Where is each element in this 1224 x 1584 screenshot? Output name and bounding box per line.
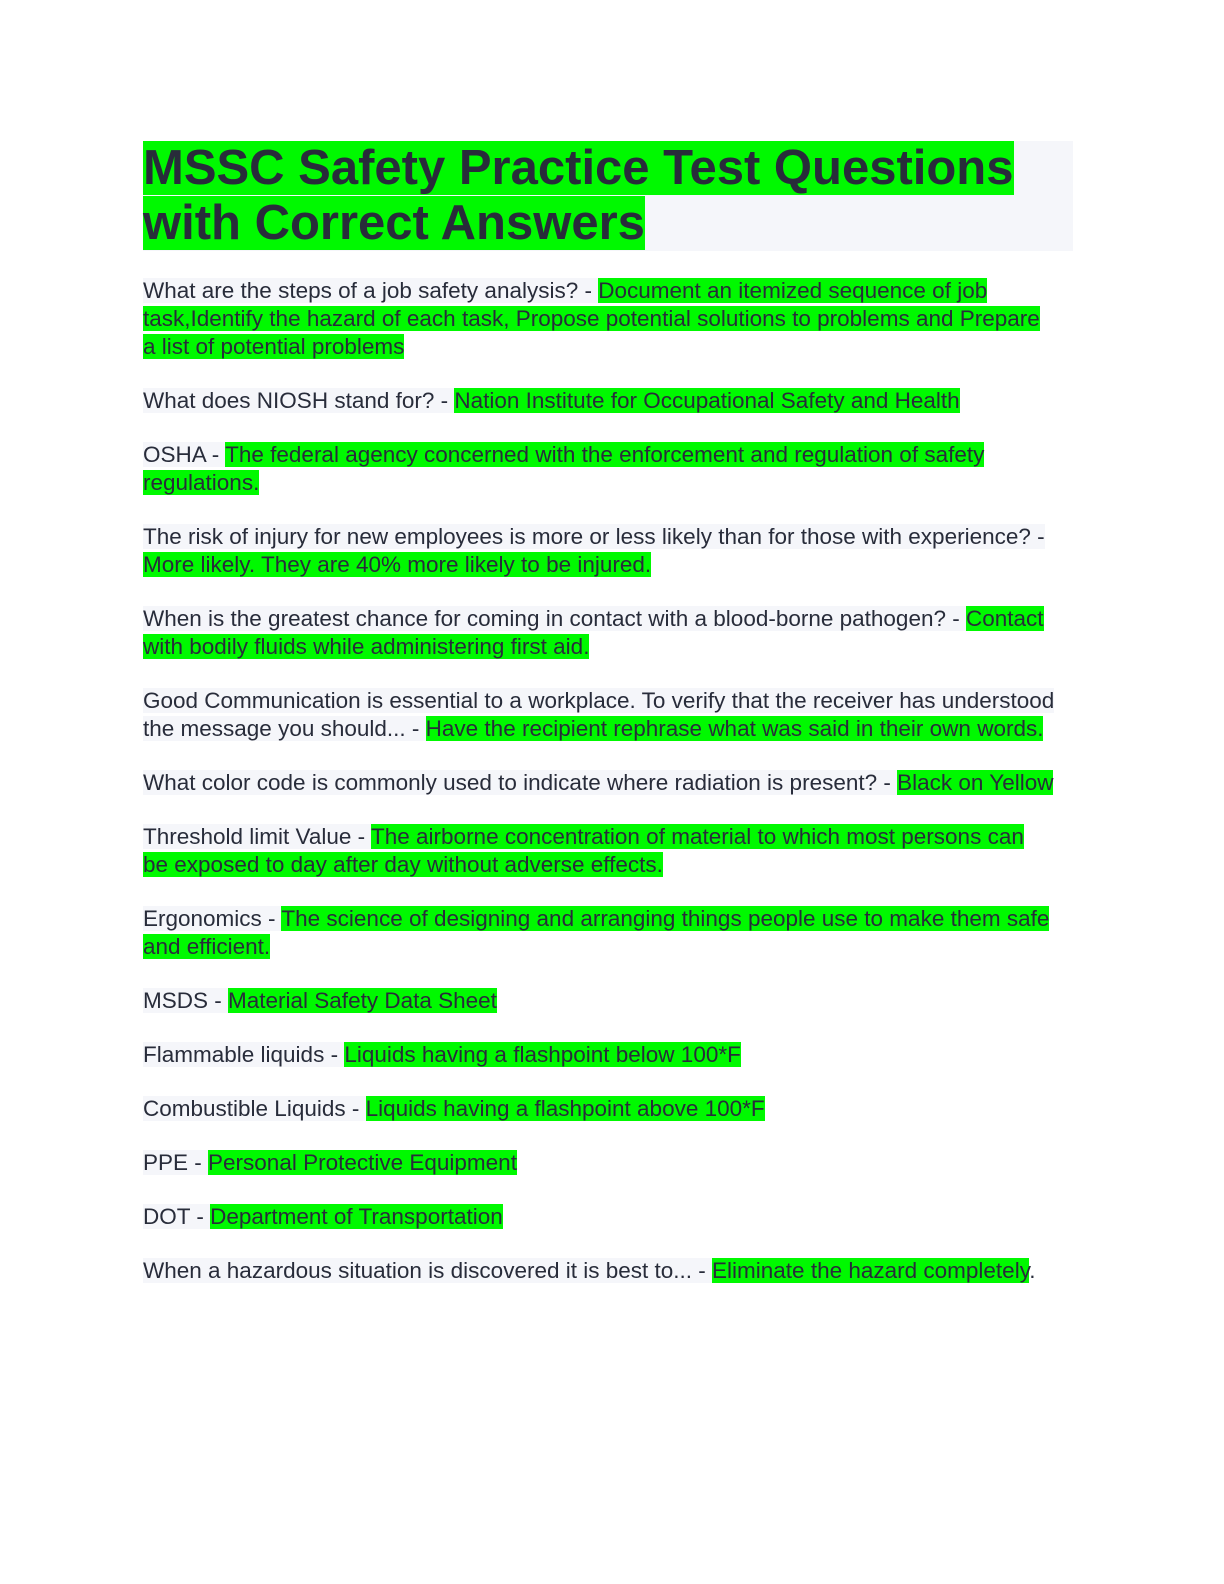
answer-text: Material Safety Data Sheet: [228, 988, 497, 1013]
qa-item: [143, 277, 1055, 361]
qa-item: [143, 687, 1055, 743]
answer-text: Personal Protective Equipment: [208, 1150, 517, 1175]
qa-item: [143, 605, 1055, 661]
question-text: Threshold limit Value -: [143, 824, 372, 849]
question-text: DOT -: [143, 1204, 211, 1229]
qa-item: [143, 1095, 1055, 1123]
page-title: [143, 141, 1023, 251]
answer-text: Have the recipient rephrase what was said in their own words.: [425, 716, 1044, 741]
answer-text: Liquids having a flashpoint below 100*F: [344, 1042, 741, 1067]
answer-text: The science of designing and arranging things people use to make them safe and efficient.: [143, 906, 1050, 959]
qa-item: [143, 441, 1055, 497]
answer-tail: .: [1029, 1258, 1036, 1283]
qa-item: [143, 523, 1055, 579]
answer-text: Black on Yellow: [897, 770, 1054, 795]
question-text: What color code is commonly used to indicate where radiation is present? -: [143, 770, 898, 795]
qa-item: [143, 387, 1055, 415]
question-text: Ergonomics -: [143, 906, 282, 931]
qa-item: [143, 1041, 1055, 1069]
question-text: OSHA -: [143, 442, 226, 467]
question-text: What does NIOSH stand for? -: [143, 388, 455, 413]
answer-text: Nation Institute for Occupational Safety and Health: [454, 388, 960, 413]
qa-item: [143, 1257, 1055, 1285]
qa-list: [143, 277, 1073, 1285]
question-text: When is the greatest chance for coming in contact with a blood-borne pathogen? -: [143, 606, 966, 631]
document-page: [143, 141, 1073, 1311]
answer-text: More likely. They are 40% more likely to be injured.: [143, 552, 652, 577]
title-block: [143, 141, 1073, 251]
answer-text: The federal agency concerned with the enforcement and regulation of safety regulations.: [143, 442, 985, 495]
answer-text: Contact with bodily fluids while administering first aid.: [143, 606, 1044, 659]
answer-text: Department of Transportation: [210, 1204, 503, 1229]
answer-text: The airborne concentration of material to which most persons can be exposed to day after day without adverse effects.: [143, 824, 1024, 877]
qa-item: [143, 987, 1055, 1015]
question-text: The risk of injury for new employees is more or less likely than for those with experience? -: [143, 524, 1045, 549]
question-text: Flammable liquids -: [143, 1042, 345, 1067]
question-text: PPE -: [143, 1150, 209, 1175]
qa-item: [143, 1149, 1055, 1177]
answer-text: Document an itemized sequence of job task,Identify the hazard of each task, Propose potential solutions to problems and Prepare a list of potential problems: [143, 278, 1040, 359]
qa-item: [143, 823, 1055, 879]
question-text: Combustible Liquids -: [143, 1096, 366, 1121]
qa-item: [143, 769, 1055, 797]
qa-item: [143, 1203, 1055, 1231]
question-text: When a hazardous situation is discovered it is best to... -: [143, 1258, 713, 1283]
question-text: What are the steps of a job safety analysis? -: [143, 278, 599, 303]
qa-item: [143, 905, 1055, 961]
page-title-text: MSSC Safety Practice Test Questions with Correct Answers: [143, 141, 1014, 250]
question-text: Good Communication is essential to a workplace. To verify that the receiver has understood the message you should... -: [143, 688, 1055, 741]
answer-text: Eliminate the hazard completely: [712, 1258, 1030, 1283]
answer-text: Liquids having a flashpoint above 100*F: [365, 1096, 765, 1121]
question-text: MSDS -: [143, 988, 229, 1013]
